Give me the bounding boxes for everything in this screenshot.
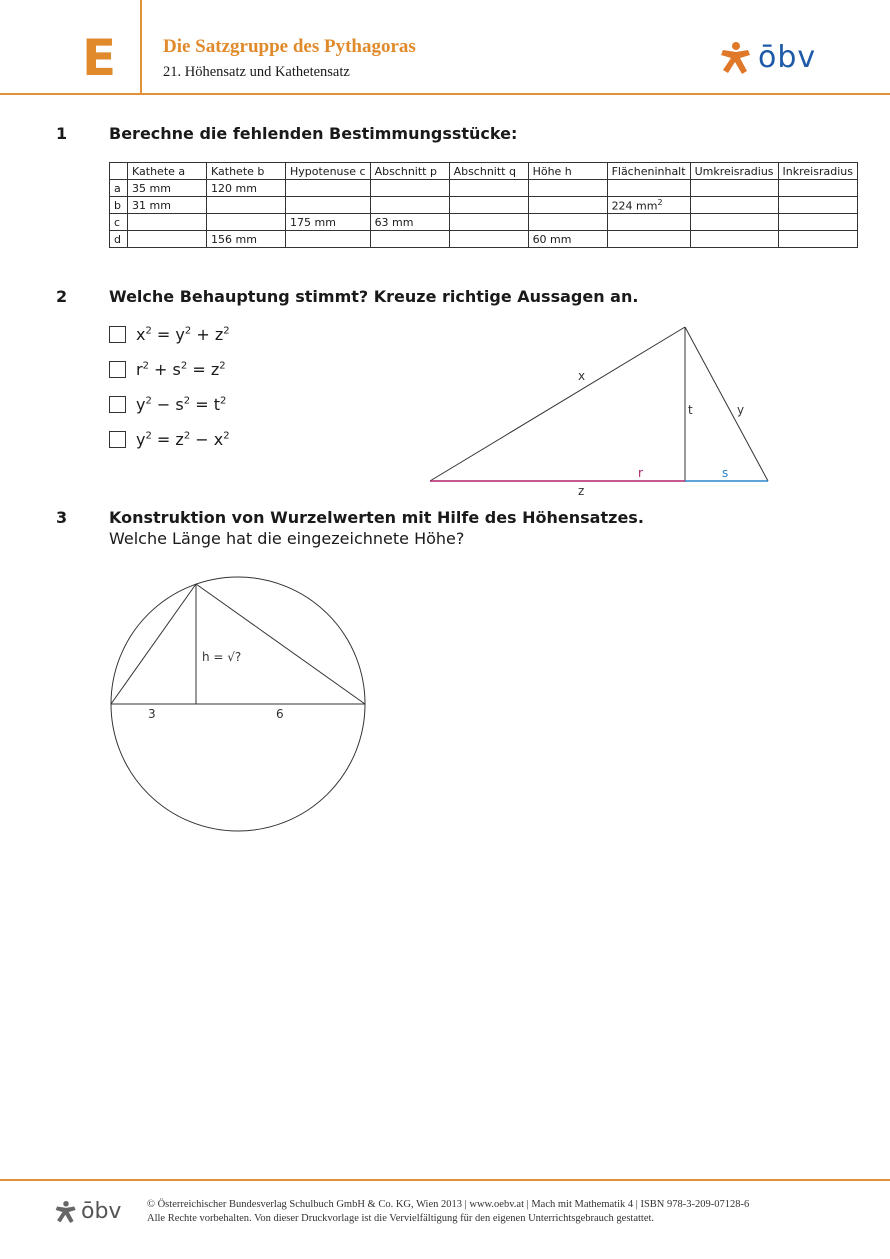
table-row [110,197,858,214]
segment-right-label: 6 [276,707,284,721]
table-header-row [110,163,858,180]
table-cell [207,197,286,214]
logo-text: ōbv [758,40,817,75]
table-cell: 175 mm [286,214,371,231]
table-cell: 31 mm [128,197,207,214]
statement-option[interactable] [109,393,226,415]
checkbox[interactable] [109,361,126,378]
table-cell [449,197,528,214]
table-header-cell [110,163,128,180]
table-cell [690,231,778,248]
table-cell [370,197,449,214]
table-cell [449,180,528,197]
table-cell [528,214,607,231]
task-subtitle-3: Welche Länge hat die eingezeichnete Höhe? [109,529,465,548]
table-cell [607,231,690,248]
chapter-letter: E [82,29,117,87]
task-number-1: 1 [56,124,68,143]
table-cell [778,231,857,248]
table-cell: 35 mm [128,180,207,197]
table-cell [128,214,207,231]
table-header-cell: Abschnitt p [370,163,449,180]
checkbox[interactable] [109,431,126,448]
triangle-side-left [111,584,196,704]
table-cell [528,197,607,214]
table-cell [607,214,690,231]
task-number-3: 3 [56,508,68,527]
statement-formula: $y^2 = z^2 - x^2$ [136,429,230,449]
table-cell: 60 mm [528,231,607,248]
statement-option[interactable] [109,323,230,345]
area-value: 224 mm [611,199,658,213]
statement-formula: $y^2 - s^2 = t^2$ [136,394,227,414]
footer-logo-text: ōbv [81,1199,122,1224]
table-cell [370,231,449,248]
table-cell [528,180,607,197]
table-cell [690,214,778,231]
row-label: a [110,180,128,197]
table-cell [690,180,778,197]
table-cell [778,197,857,214]
table-cell [286,180,371,197]
table-cell [207,214,286,231]
task-number-2: 2 [56,287,68,306]
table-cell [449,231,528,248]
table-cell [690,197,778,214]
label-z: z [578,484,585,498]
task-title-2: Welche Behauptung stimmt? Kreuze richtige Aussagen an. [109,287,639,306]
table-cell: 120 mm [207,180,286,197]
table-header-cell: Kathete a [128,163,207,180]
thales-circle-figure [100,570,380,840]
row-label: b [110,197,128,214]
page-subtitle: 21. Höhensatz und Kathetensatz [163,64,350,80]
table-row [110,214,858,231]
table-cell: 156 mm [207,231,286,248]
table-row [110,180,858,197]
task-title-3: Konstruktion von Wurzelwerten mit Hilfe des Höhensatzes. [109,508,644,527]
copyright-line-1: © Österreichischer Bundesverlag Schulbuch GmbH & Co. KG, Wien 2013 | www.oebv.at | Mach mit Mathematik 4 | ISBN 978-3-209-07128-6 [147,1199,750,1210]
segment-left-label: 3 [148,707,156,721]
table-cell [607,180,690,197]
table-header-cell: Flächeninhalt [607,163,690,180]
table-cell-area [607,197,690,214]
triangle-figure [420,318,790,503]
label-y: y [737,403,745,417]
table-header-cell: Kathete b [207,163,286,180]
area-exponent: 2 [657,197,663,207]
table-cell [286,231,371,248]
copyright-line-2: Alle Rechte vorbehalten. Von dieser Druckvorlage ist die Vervielfältigung für den eigenen Unterrichtsgebrauch gestattet. [147,1213,655,1224]
height-label: h = √? [202,650,242,664]
side-y [685,327,768,481]
label-t: t [688,403,693,417]
footer-copyright [147,1198,749,1226]
table-cell [778,180,857,197]
checkbox[interactable] [109,396,126,413]
obv-star-icon [720,41,752,75]
table-cell [370,180,449,197]
label-r: r [638,466,643,480]
label-x: x [578,369,586,383]
obv-star-icon [55,1200,77,1224]
label-s: s [722,466,729,480]
task-title-1: Berechne die fehlenden Bestimmungsstücke: [109,124,518,143]
table-header-cell: Abschnitt q [449,163,528,180]
table-header-cell: Hypotenuse c [286,163,371,180]
table-cell [128,231,207,248]
table-cell [286,197,371,214]
header-divider-horizontal [0,93,890,95]
statement-formula: $r^2 + s^2 = z^2$ [136,359,226,379]
page-title: Die Satzgruppe des Pythagoras [163,36,416,57]
triangle-side-right [196,584,365,704]
table-row [110,231,858,248]
table-cell [778,214,857,231]
checkbox[interactable] [109,326,126,343]
publisher-logo [720,40,816,75]
table-header-cell: Umkreisradius [690,163,778,180]
footer-divider [0,1179,890,1181]
table-cell: 63 mm [370,214,449,231]
statement-option[interactable] [109,428,230,450]
header-divider-vertical [140,0,142,94]
table-header-cell: Höhe h [528,163,607,180]
row-label: c [110,214,128,231]
statement-formula: $x^2 = y^2 + z^2$ [136,324,230,344]
footer-logo [55,1199,121,1224]
row-label: d [110,231,128,248]
table-cell [449,214,528,231]
side-x [430,327,685,481]
table-header-cell: Inkreisradius [778,163,857,180]
statement-option[interactable] [109,358,226,380]
data-table [109,162,858,248]
